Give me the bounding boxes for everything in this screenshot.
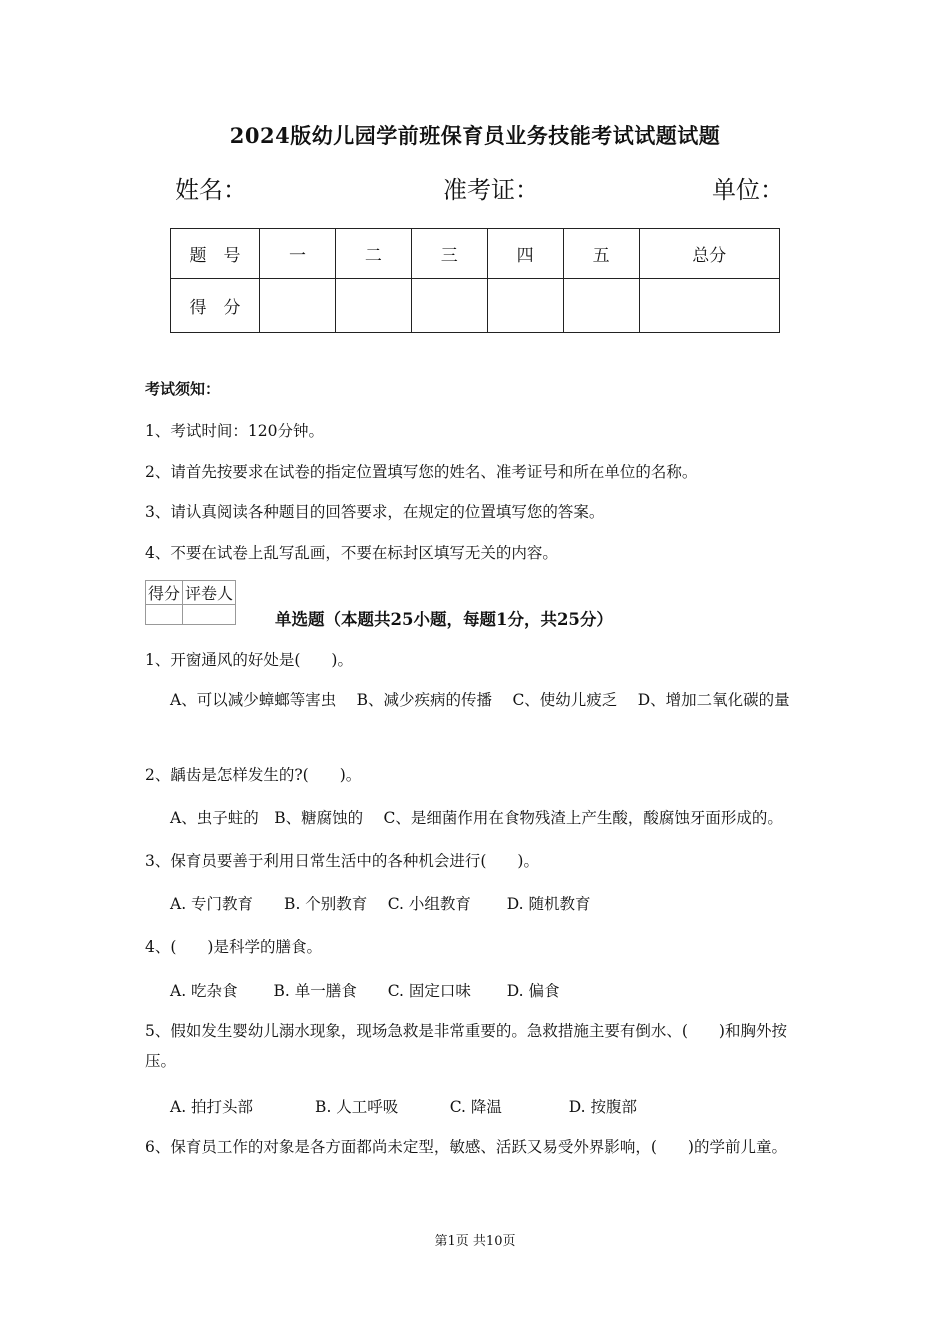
question-1-options: A、可以减少蟑螂等害虫 B、减少疾病的传播 C、使幼儿疲乏 D、增加二氧化碳的量 [170, 691, 790, 709]
notice-item: 1、考试时间：120分钟。 [145, 422, 324, 440]
question-4: 4、( )是科学的膳食。 [145, 938, 322, 956]
document-title: 2024版幼儿园学前班保育员业务技能考试试题试题 [229, 123, 721, 148]
section-title: 单选题（本题共25小题，每题1分，共25分） [275, 610, 613, 629]
score-table-header-3: 三 [411, 229, 487, 279]
notice-item: 2、请首先按要求在试卷的指定位置填写您的姓名、准考证号和所在单位的名称。 [145, 463, 698, 481]
score-table [170, 228, 780, 333]
question-3: 3、保育员要善于利用日常生活中的各种机会进行( )。 [145, 852, 539, 870]
question-1: 1、开窗通风的好处是( )。 [145, 651, 353, 669]
score-table-header-5: 五 [563, 229, 639, 279]
question-2-options: A、虫子蛀的 B、糖腐蚀的 C、是细菌作用在食物残渣上产生酸，酸腐蚀牙面形成的。 [170, 809, 783, 827]
page-footer: 第1页 共10页 [434, 1234, 516, 1249]
grader-box [145, 580, 236, 625]
score-table-header-total: 总分 [639, 229, 779, 279]
grader-reviewer-label: 评卷人 [183, 581, 236, 605]
score-cell[interactable] [563, 279, 639, 333]
grader-score-label: 得分 [146, 581, 183, 605]
grader-score-cell[interactable] [146, 605, 183, 625]
question-5-options: A. 拍打头部 B. 人工呼吸 C. 降温 D. 按腹部 [170, 1098, 638, 1116]
question-3-options: A. 专门教育 B. 个别教育 C. 小组教育 D. 随机教育 [170, 895, 591, 913]
score-cell[interactable] [639, 279, 779, 333]
grader-reviewer-cell[interactable] [183, 605, 236, 625]
notice-item: 4、不要在试卷上乱写乱画，不要在标封区填写无关的内容。 [145, 544, 558, 562]
notice-item: 3、请认真阅读各种题目的回答要求，在规定的位置填写您的答案。 [145, 503, 605, 521]
name-field-label: 姓名： [175, 176, 247, 204]
score-cell[interactable] [260, 279, 336, 333]
score-table-header-label: 题 号 [171, 229, 260, 279]
question-2: 2、龋齿是怎样发生的?( )。 [145, 766, 362, 784]
unit-field-label: 单位： [712, 176, 784, 204]
score-table-header-4: 四 [487, 229, 563, 279]
question-4-options: A. 吃杂食 B. 单一膳食 C. 固定口味 D. 偏食 [170, 982, 560, 1000]
exam-number-field-label: 准考证： [443, 176, 539, 204]
question-5: 5、假如发生婴幼儿溺水现象，现场急救是非常重要的。急救措施主要有倒水、( )和胸外按压。 [145, 1022, 787, 1070]
question-6: 6、保育员工作的对象是各方面都尚未定型，敏感、活跃又易受外界影响，( )的学前儿童。 [145, 1138, 787, 1156]
score-cell[interactable] [487, 279, 563, 333]
score-table-header-1: 一 [260, 229, 336, 279]
score-cell[interactable] [411, 279, 487, 333]
score-row-label: 得 分 [171, 279, 260, 333]
score-cell[interactable] [335, 279, 411, 333]
score-table-header-2: 二 [335, 229, 411, 279]
notice-heading: 考试须知： [145, 380, 221, 398]
